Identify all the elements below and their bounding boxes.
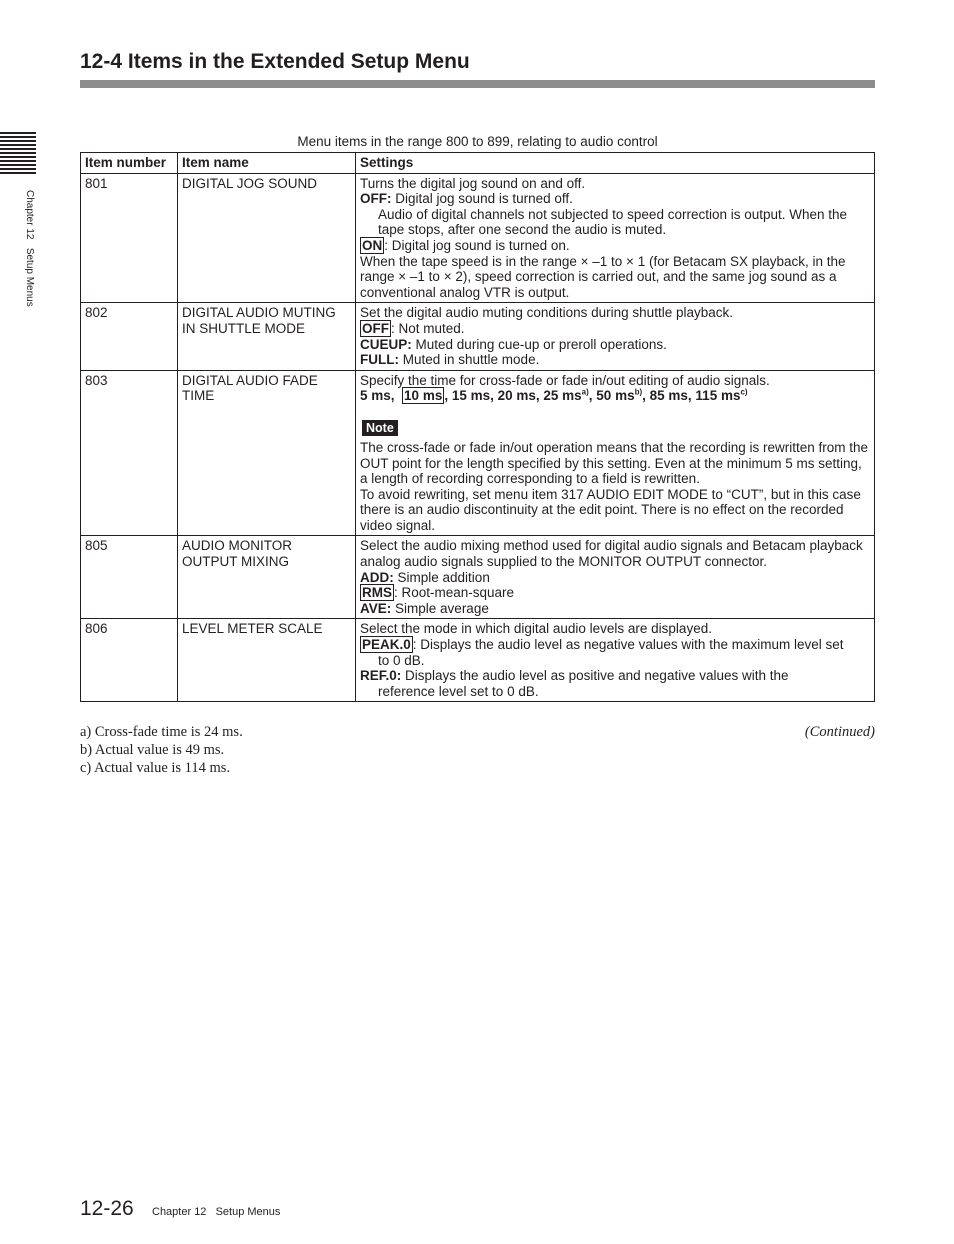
option-text: : Root-mean-square [394, 585, 515, 601]
table-row [81, 619, 875, 702]
option-text: Muted during cue-up or preroll operations. [415, 336, 667, 352]
table-row [81, 173, 875, 303]
option-label: AVE: [360, 600, 392, 616]
setting-note: When the tape speed is in the range × –1 to × 1 (for Betacam SX playback, in the range × –1 to × 2), speed correction is carried out, and the same jog sound as a conventional analog VTR is output. [360, 253, 846, 300]
note-label: Note [362, 420, 398, 436]
footnote-c: c) Actual value is 114 ms. [80, 760, 231, 776]
footnote-ref: c) [740, 387, 748, 397]
footnote-a: a) Cross-fade time is 24 ms. [80, 724, 243, 740]
table-row [81, 370, 875, 536]
default-option-label: PEAK.0 [362, 637, 411, 653]
option-text: Digital jog sound is turned off. [395, 191, 573, 207]
option-text: Simple addition [397, 569, 490, 585]
option-label: CUEUP: [360, 336, 412, 352]
title-rule [80, 80, 875, 88]
footer-chapter: Chapter 12 Setup Menus [152, 1206, 281, 1218]
value-text: , 15 ms, 20 ms, 25 ms [444, 388, 582, 404]
option-text: : Displays the audio level as negative values with the maximum level set [412, 637, 844, 653]
header-item-name: Item name [178, 153, 356, 174]
option-text: Simple average [395, 600, 489, 616]
value-text: 5 ms, [360, 388, 395, 404]
option-text: : Digital jog sound is turned on. [384, 237, 570, 253]
footnote-ref: a) [581, 387, 589, 397]
default-option-label: ON [362, 237, 383, 253]
continued-label: (Continued) [804, 724, 875, 740]
page-title: 12-4 Items in the Extended Setup Menu [80, 50, 470, 73]
setting-intro: Set the digital audio muting conditions during shuttle playback. [360, 305, 733, 321]
item-settings [356, 536, 875, 619]
option-label: ADD: [360, 569, 394, 585]
footnote-b: b) Actual value is 49 ms. [80, 742, 225, 758]
note-text: To avoid rewriting, set menu item 317 AUDIO EDIT MODE to “CUT”, but in this case there is an audio discontinuity at the edit point. There is no effect on the recorded video signal. [360, 486, 861, 533]
default-value: 10 ms [404, 388, 443, 404]
table-row [81, 536, 875, 619]
default-option-label: OFF [362, 320, 389, 336]
value-text: , 85 ms, 115 ms [642, 388, 741, 404]
settings-table [80, 152, 875, 702]
option-label: OFF: [360, 191, 392, 207]
header-item-number: Item number [81, 153, 178, 174]
table-caption: Menu items in the range 800 to 899, relating to audio control [297, 134, 658, 149]
setting-intro: Select the audio mixing method used for digital audio signals and Betacam playback analog audio signals supplied to the MONITOR OUTPUT connector. [360, 538, 863, 570]
option-text: Muted in shuttle mode. [402, 352, 540, 368]
table-row [81, 303, 875, 370]
item-name: DIGITAL AUDIO FADE TIME [178, 370, 356, 536]
setting-intro: Select the mode in which digital audio levels are displayed. [360, 621, 712, 637]
item-name: DIGITAL JOG SOUND [178, 173, 356, 303]
side-chapter-label: Chapter 12 Setup Menus [24, 190, 35, 307]
item-settings [356, 303, 875, 370]
item-number: 806 [81, 619, 178, 702]
value-options [360, 388, 870, 404]
value-text: , 50 ms [588, 388, 635, 404]
option-detail: Audio of digital channels not subjected to speed correction is output. When the tape stops, after one second the audio is muted. [378, 206, 848, 238]
page-number: 12-26 [80, 1197, 134, 1220]
item-name: LEVEL METER SCALE [178, 619, 356, 702]
option-text: : Not muted. [391, 320, 465, 336]
option-text: Displays the audio level as positive and negative values with the [405, 668, 789, 684]
setting-intro: Turns the digital jog sound on and off. [360, 175, 586, 191]
setting-intro: Specify the time for cross-fade or fade in/out editing of audio signals. [360, 372, 770, 388]
header-settings: Settings [356, 153, 875, 174]
item-settings [356, 173, 875, 303]
option-label: REF.0: [360, 668, 402, 684]
chapter-thumb-tab [0, 132, 36, 178]
option-detail: to 0 dB. [378, 652, 425, 668]
option-detail: reference level set to 0 dB. [378, 683, 539, 699]
item-settings [356, 619, 875, 702]
item-number: 805 [81, 536, 178, 619]
item-number: 802 [81, 303, 178, 370]
default-option-label: RMS [362, 585, 392, 601]
table-header-row [81, 153, 875, 174]
option-label: FULL: [360, 352, 399, 368]
footnote-ref: b) [634, 387, 643, 397]
item-number: 801 [81, 173, 178, 303]
item-name: DIGITAL AUDIO MUTING IN SHUTTLE MODE [178, 303, 356, 370]
item-number: 803 [81, 370, 178, 536]
note-text: The cross-fade or fade in/out operation means that the recording is rewritten from the OUT point for the length specified by this setting. Even at the minimum 5 ms setting, a length of recording corresponding to a field is rewritten. [360, 439, 869, 487]
item-name: AUDIO MONITOR OUTPUT MIXING [178, 536, 356, 619]
item-settings [356, 370, 875, 536]
